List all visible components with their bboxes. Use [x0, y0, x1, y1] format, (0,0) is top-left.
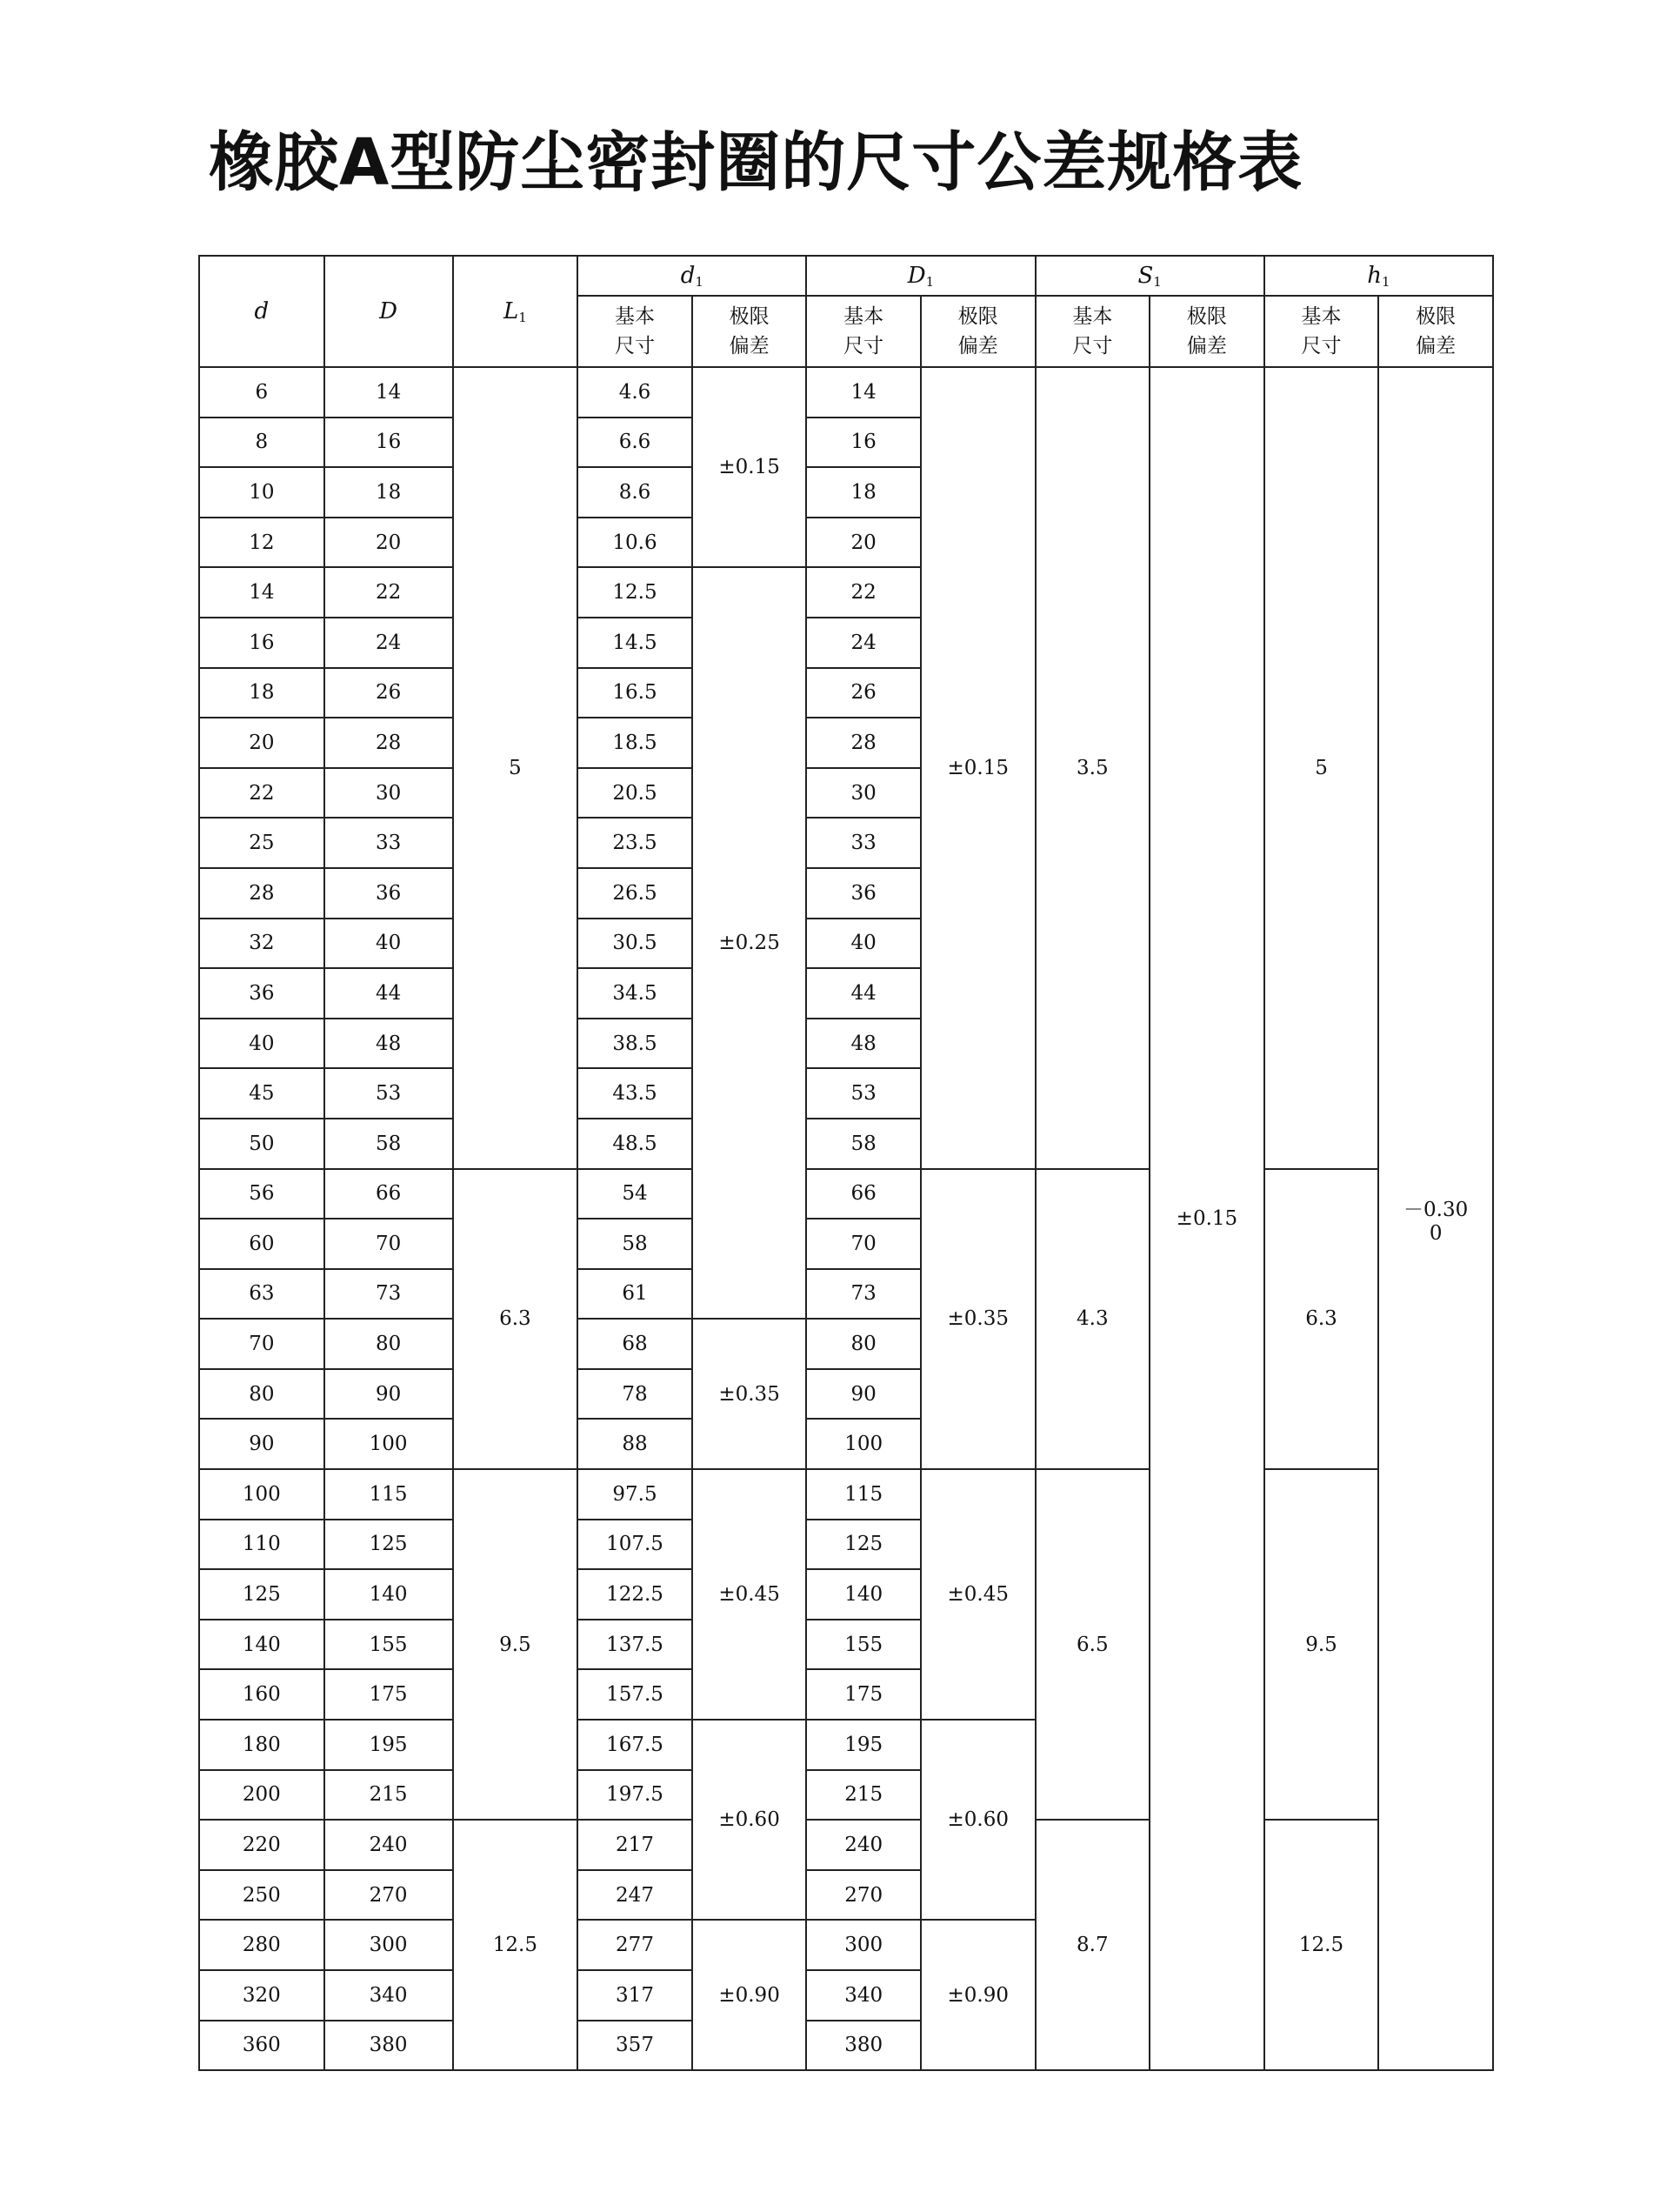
- cell-D: 58: [324, 1119, 453, 1169]
- cell-d1-basic: 277: [577, 1920, 692, 1970]
- cell-d1-basic: 34.5: [577, 968, 692, 1019]
- table-row: [199, 1820, 1493, 1870]
- cell-d: 110: [199, 1520, 324, 1570]
- cell-D1-tolerance: ±0.60: [921, 1720, 1036, 1920]
- cell-d: 320: [199, 1970, 324, 2021]
- cell-d: 360: [199, 2021, 324, 2071]
- cell-D: 140: [324, 1569, 453, 1620]
- cell-d: 100: [199, 1469, 324, 1520]
- cell-D1-basic: 53: [806, 1068, 921, 1119]
- cell-d: 140: [199, 1620, 324, 1670]
- cell-D: 28: [324, 718, 453, 768]
- col-header-L1: $L_1$: [453, 256, 578, 367]
- cell-D1-basic: 16: [806, 418, 921, 468]
- cell-d: 16: [199, 618, 324, 668]
- table-body: [199, 367, 1493, 2070]
- cell-D1-basic: 66: [806, 1169, 921, 1219]
- col-header-d1: $d_1$: [577, 256, 806, 296]
- cell-d1-basic: 61: [577, 1269, 692, 1320]
- cell-D1-tolerance: ±0.35: [921, 1169, 1036, 1470]
- cell-d1-basic: 68: [577, 1319, 692, 1369]
- cell-d1-basic: 78: [577, 1369, 692, 1420]
- cell-d1-basic: 8.6: [577, 467, 692, 518]
- cell-D: 24: [324, 618, 453, 668]
- cell-D1-basic: 18: [806, 467, 921, 518]
- cell-D1-basic: 155: [806, 1620, 921, 1670]
- cell-d: 220: [199, 1820, 324, 1870]
- cell-D: 30: [324, 768, 453, 819]
- col-header-h1: $h_1$: [1264, 256, 1493, 296]
- cell-d1-basic: 317: [577, 1970, 692, 2021]
- table-row: [199, 367, 1493, 418]
- cell-d1-basic: 97.5: [577, 1469, 692, 1520]
- cell-D1-basic: 20: [806, 518, 921, 568]
- cell-D: 340: [324, 1970, 453, 2021]
- cell-d1-basic: 197.5: [577, 1770, 692, 1821]
- cell-d: 63: [199, 1269, 324, 1320]
- cell-D1-basic: 195: [806, 1720, 921, 1770]
- cell-h1-basic: 5: [1264, 367, 1379, 1169]
- cell-D: 36: [324, 868, 453, 919]
- subheader-basic-size: 基本 尺寸: [806, 296, 921, 367]
- cell-d: 22: [199, 768, 324, 819]
- cell-D1-basic: 26: [806, 668, 921, 718]
- cell-d: 60: [199, 1219, 324, 1269]
- cell-d: 20: [199, 718, 324, 768]
- cell-L1: 6.3: [453, 1169, 578, 1470]
- cell-d1-basic: 157.5: [577, 1669, 692, 1720]
- cell-d1-tolerance: ±0.45: [692, 1469, 807, 1720]
- cell-D1-basic: 215: [806, 1770, 921, 1821]
- subheader-basic-size: 基本 尺寸: [577, 296, 692, 367]
- cell-D: 240: [324, 1820, 453, 1870]
- cell-D1-basic: 28: [806, 718, 921, 768]
- cell-d1-basic: 30.5: [577, 919, 692, 969]
- cell-D1-basic: 48: [806, 1019, 921, 1069]
- page-title: 橡胶A型防尘密封圈的尺寸公差规格表: [209, 125, 1303, 200]
- cell-d: 14: [199, 567, 324, 618]
- cell-D: 16: [324, 418, 453, 468]
- subheader-tolerance: 极限 偏差: [692, 296, 807, 367]
- cell-D1-basic: 14: [806, 367, 921, 418]
- cell-d1-basic: 23.5: [577, 818, 692, 868]
- cell-d1-basic: 38.5: [577, 1019, 692, 1069]
- cell-d: 40: [199, 1019, 324, 1069]
- cell-d: 6: [199, 367, 324, 418]
- subheader-basic-size: 基本 尺寸: [1264, 296, 1379, 367]
- cell-S1-basic: 3.5: [1036, 367, 1150, 1169]
- col-header-S1: $S_1$: [1036, 256, 1264, 296]
- cell-D: 80: [324, 1319, 453, 1369]
- cell-d: 12: [199, 518, 324, 568]
- cell-D1-basic: 40: [806, 919, 921, 969]
- cell-D1-basic: 70: [806, 1219, 921, 1269]
- cell-D1-basic: 30: [806, 768, 921, 819]
- cell-d: 200: [199, 1770, 324, 1821]
- cell-d: 90: [199, 1419, 324, 1469]
- cell-d: 280: [199, 1920, 324, 1970]
- cell-S1-tolerance: ±0.15: [1150, 367, 1264, 2070]
- col-header-D: D: [324, 256, 453, 367]
- cell-D: 14: [324, 367, 453, 418]
- cell-D1-basic: 240: [806, 1820, 921, 1870]
- subheader-tolerance: 极限 偏差: [1378, 296, 1493, 367]
- cell-d: 56: [199, 1169, 324, 1219]
- cell-d1-basic: 122.5: [577, 1569, 692, 1620]
- cell-D: 90: [324, 1369, 453, 1420]
- cell-D1-basic: 22: [806, 567, 921, 618]
- cell-D1-basic: 80: [806, 1319, 921, 1369]
- cell-d1-basic: 20.5: [577, 768, 692, 819]
- cell-D1-basic: 100: [806, 1419, 921, 1469]
- cell-d: 32: [199, 919, 324, 969]
- cell-D: 33: [324, 818, 453, 868]
- subheader-tolerance: 极限 偏差: [1150, 296, 1264, 367]
- header-row-1: [199, 256, 1493, 296]
- cell-d1-basic: 10.6: [577, 518, 692, 568]
- cell-D: 44: [324, 968, 453, 1019]
- cell-D1-basic: 90: [806, 1369, 921, 1420]
- cell-D1-basic: 36: [806, 868, 921, 919]
- cell-d: 36: [199, 968, 324, 1019]
- cell-D: 270: [324, 1870, 453, 1921]
- cell-D: 40: [324, 919, 453, 969]
- cell-D: 22: [324, 567, 453, 618]
- cell-d: 125: [199, 1569, 324, 1620]
- cell-D1-basic: 73: [806, 1269, 921, 1320]
- cell-d1-tolerance: ±0.15: [692, 367, 807, 567]
- cell-d1-basic: 54: [577, 1169, 692, 1219]
- cell-d1-tolerance: ±0.60: [692, 1720, 807, 1920]
- cell-d1-basic: 18.5: [577, 718, 692, 768]
- cell-D1-basic: 24: [806, 618, 921, 668]
- cell-D: 215: [324, 1770, 453, 1821]
- cell-D: 26: [324, 668, 453, 718]
- cell-d: 180: [199, 1720, 324, 1770]
- table-row: [199, 1469, 1493, 1520]
- cell-L1: 9.5: [453, 1469, 578, 1820]
- cell-d: 70: [199, 1319, 324, 1369]
- cell-D: 380: [324, 2021, 453, 2071]
- cell-D: 70: [324, 1219, 453, 1269]
- cell-D1-tolerance: ±0.45: [921, 1469, 1036, 1720]
- cell-D: 175: [324, 1669, 453, 1720]
- cell-D1-basic: 340: [806, 1970, 921, 2021]
- seal-dimension-table: [198, 255, 1494, 2071]
- cell-D1-basic: 140: [806, 1569, 921, 1620]
- cell-D: 300: [324, 1920, 453, 1970]
- cell-d: 250: [199, 1870, 324, 1921]
- cell-D1-basic: 270: [806, 1870, 921, 1921]
- cell-D: 66: [324, 1169, 453, 1219]
- cell-h1-basic: 12.5: [1264, 1820, 1379, 2070]
- cell-D: 73: [324, 1269, 453, 1320]
- cell-d1-basic: 247: [577, 1870, 692, 1921]
- cell-d: 45: [199, 1068, 324, 1119]
- cell-d: 8: [199, 418, 324, 468]
- cell-d1-basic: 217: [577, 1820, 692, 1870]
- cell-d: 50: [199, 1119, 324, 1169]
- cell-D: 53: [324, 1068, 453, 1119]
- cell-D1-basic: 125: [806, 1520, 921, 1570]
- cell-d1-basic: 16.5: [577, 668, 692, 718]
- cell-d1-basic: 58: [577, 1219, 692, 1269]
- cell-S1-basic: 8.7: [1036, 1820, 1150, 2070]
- cell-D1-basic: 175: [806, 1669, 921, 1720]
- cell-D1-tolerance: ±0.15: [921, 367, 1036, 1169]
- cell-D1-basic: 300: [806, 1920, 921, 1970]
- cell-S1-basic: 6.5: [1036, 1469, 1150, 1820]
- cell-S1-basic: 4.3: [1036, 1169, 1150, 1470]
- cell-D: 195: [324, 1720, 453, 1770]
- cell-d: 18: [199, 668, 324, 718]
- cell-D1-tolerance: ±0.90: [921, 1920, 1036, 2070]
- cell-d: 25: [199, 818, 324, 868]
- cell-D: 48: [324, 1019, 453, 1069]
- cell-D: 155: [324, 1620, 453, 1670]
- cell-d1-basic: 14.5: [577, 618, 692, 668]
- col-header-D1: $D_1$: [806, 256, 1035, 296]
- cell-D1-basic: 33: [806, 818, 921, 868]
- cell-d1-basic: 167.5: [577, 1720, 692, 1770]
- cell-d1-basic: 137.5: [577, 1620, 692, 1670]
- cell-d: 10: [199, 467, 324, 518]
- cell-d: 80: [199, 1369, 324, 1420]
- cell-D: 115: [324, 1469, 453, 1520]
- cell-h1-tolerance: －0.30 0: [1378, 367, 1493, 2070]
- cell-d1-basic: 43.5: [577, 1068, 692, 1119]
- cell-D: 18: [324, 467, 453, 518]
- cell-d1-basic: 12.5: [577, 567, 692, 618]
- cell-h1-basic: 6.3: [1264, 1169, 1379, 1470]
- cell-d: 28: [199, 868, 324, 919]
- col-header-d: d: [199, 256, 324, 367]
- cell-D: 125: [324, 1520, 453, 1570]
- cell-d1-tolerance: ±0.90: [692, 1920, 807, 2070]
- cell-d1-basic: 26.5: [577, 868, 692, 919]
- cell-d1-basic: 357: [577, 2021, 692, 2071]
- cell-d1-tolerance: ±0.35: [692, 1319, 807, 1469]
- cell-D1-basic: 58: [806, 1119, 921, 1169]
- cell-d1-tolerance: ±0.25: [692, 567, 807, 1319]
- cell-d: 160: [199, 1669, 324, 1720]
- cell-L1: 12.5: [453, 1820, 578, 2070]
- table-row: [199, 1169, 1493, 1219]
- cell-L1: 5: [453, 367, 578, 1169]
- cell-d1-basic: 88: [577, 1419, 692, 1469]
- cell-D1-basic: 44: [806, 968, 921, 1019]
- cell-d1-basic: 107.5: [577, 1520, 692, 1570]
- cell-d1-basic: 4.6: [577, 367, 692, 418]
- cell-D1-basic: 380: [806, 2021, 921, 2071]
- cell-D: 20: [324, 518, 453, 568]
- cell-d1-basic: 48.5: [577, 1119, 692, 1169]
- cell-D: 100: [324, 1419, 453, 1469]
- subheader-tolerance: 极限 偏差: [921, 296, 1036, 367]
- subheader-basic-size: 基本 尺寸: [1036, 296, 1150, 367]
- cell-d1-basic: 6.6: [577, 418, 692, 468]
- cell-h1-basic: 9.5: [1264, 1469, 1379, 1820]
- cell-D1-basic: 115: [806, 1469, 921, 1520]
